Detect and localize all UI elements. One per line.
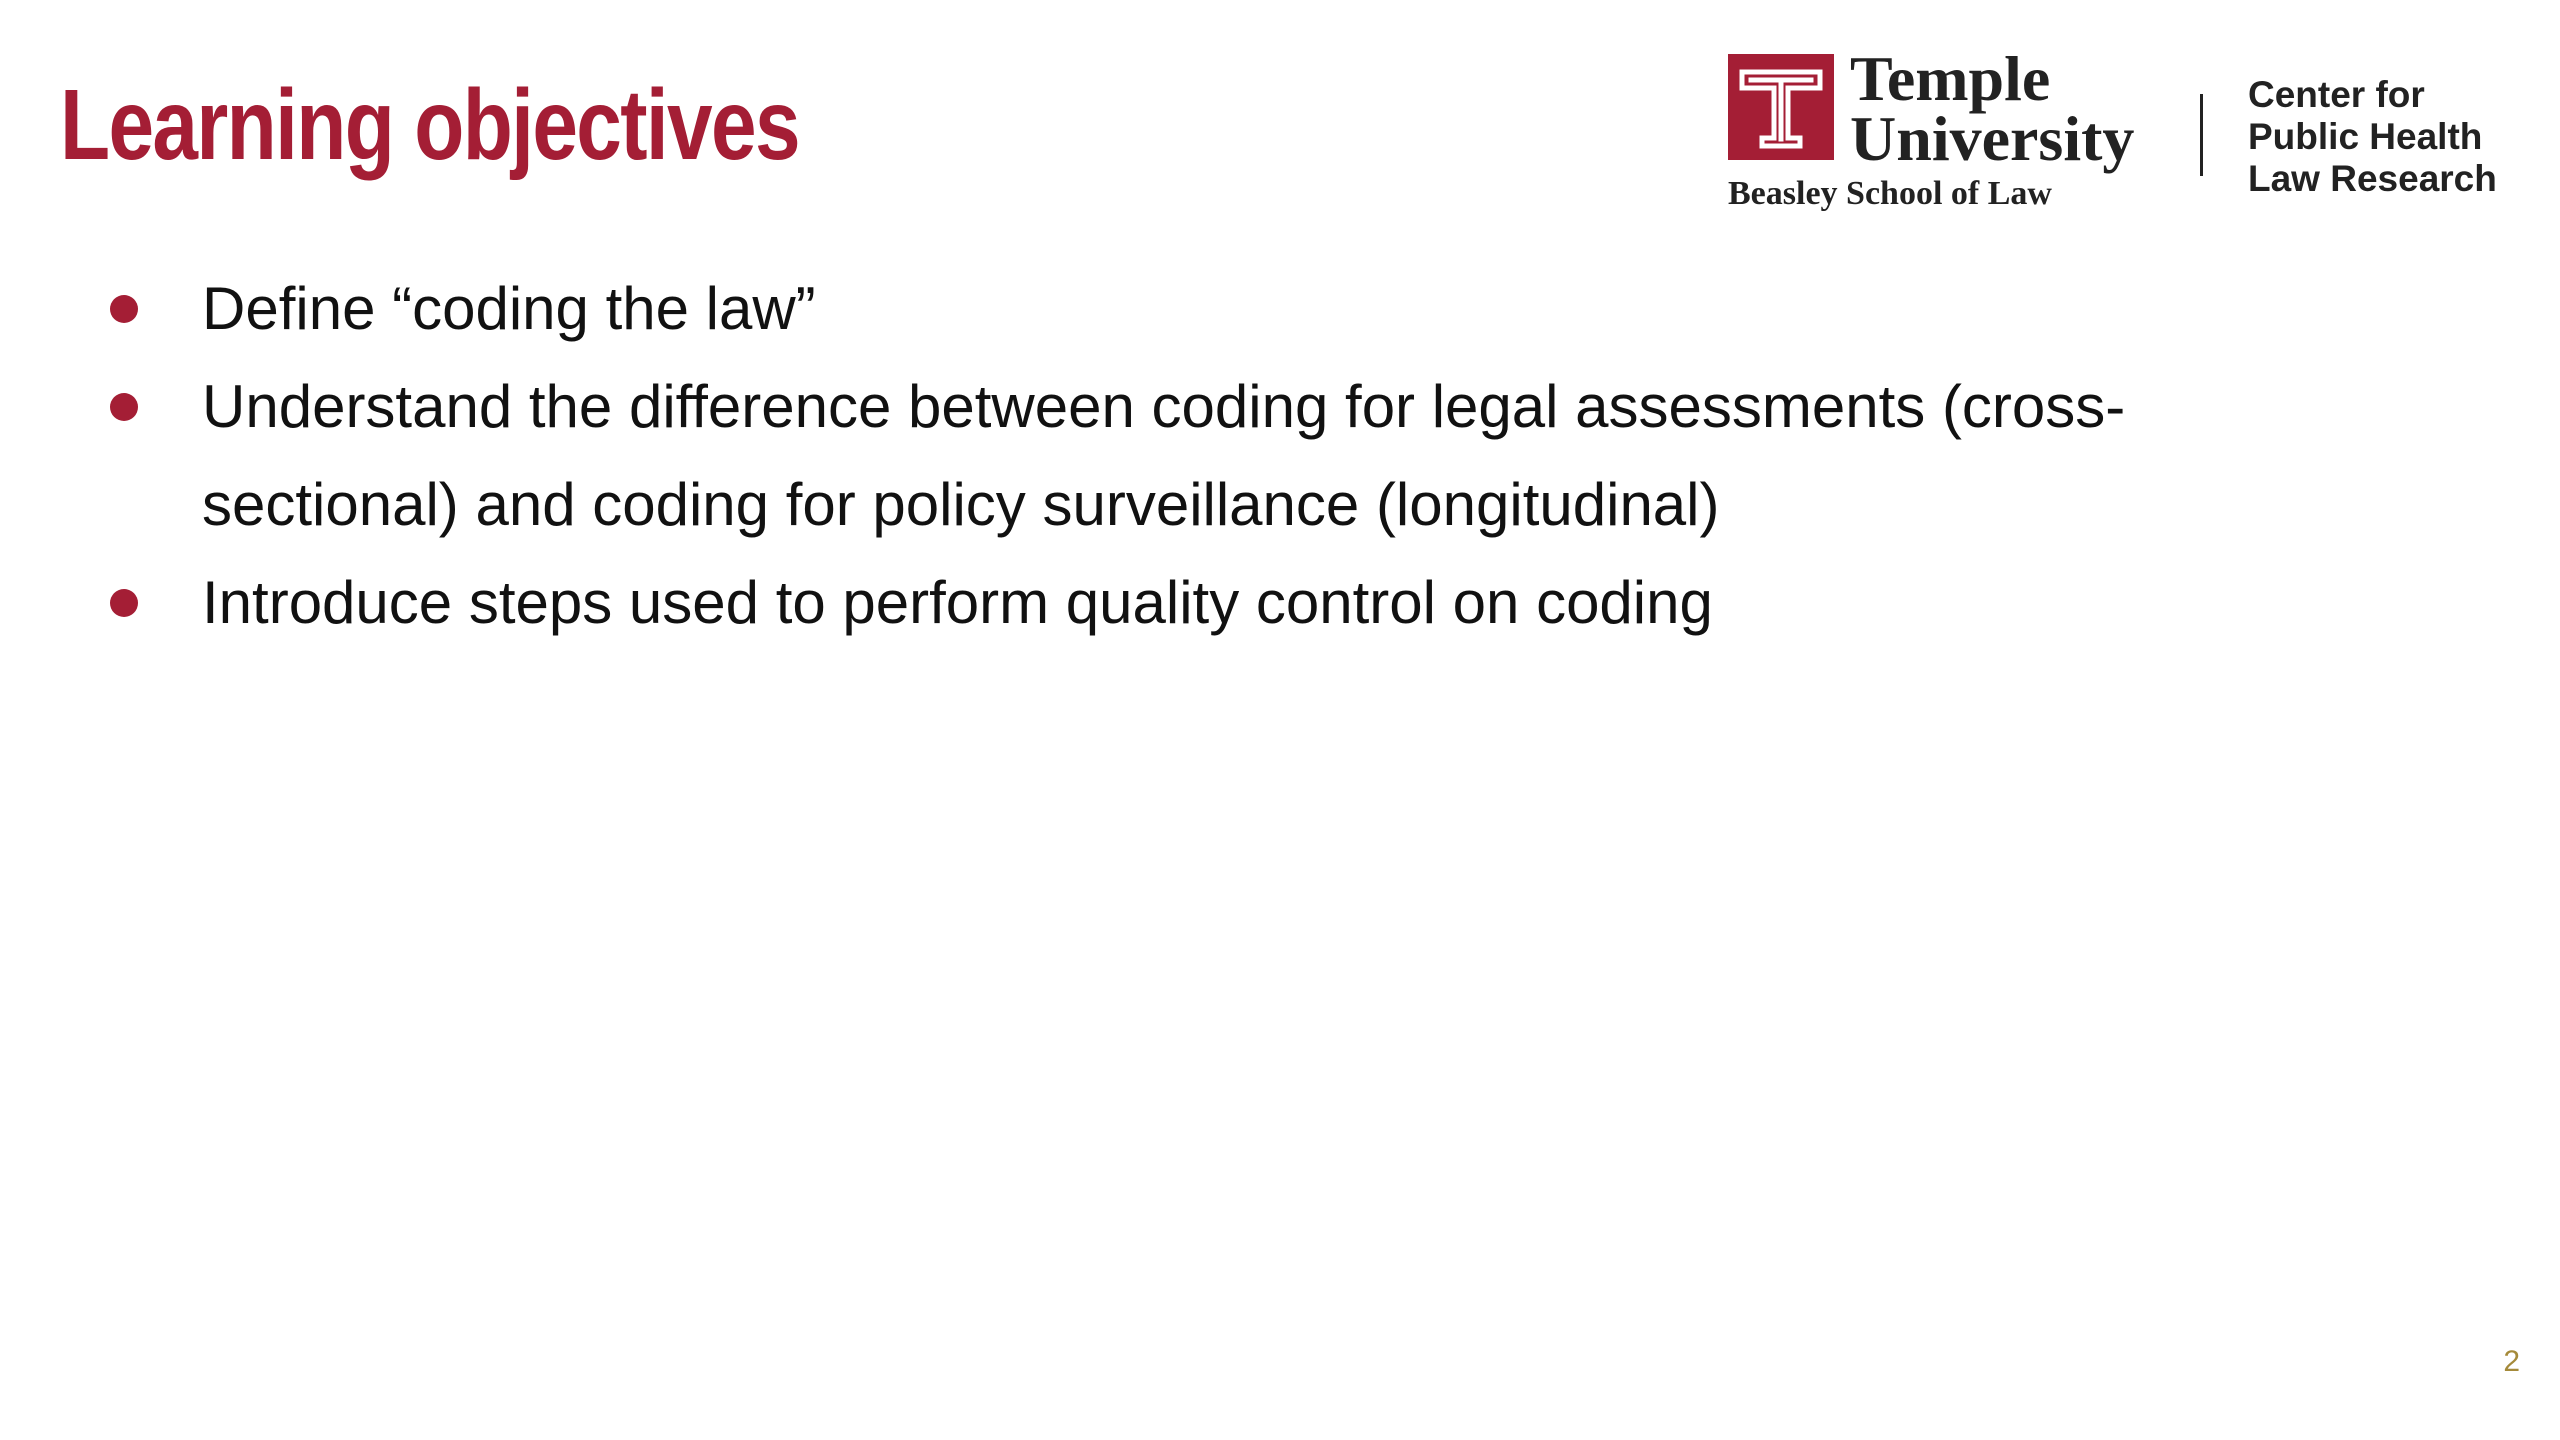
objective-text: Introduce steps used to perform quality control on coding xyxy=(202,569,1713,636)
objective-item xyxy=(0,358,2312,554)
center-name xyxy=(2248,74,2518,200)
center-name-line1: Center for xyxy=(2248,74,2425,115)
objective-text: Understand the difference between coding for legal assessments (cross-sectional) and coding for policy surveillance (longitudinal) xyxy=(202,373,2126,538)
bullet-dot-icon xyxy=(110,589,138,617)
slide-title: Learning objectives xyxy=(60,69,799,181)
bullet-dot-icon xyxy=(110,393,138,421)
temple-t-icon xyxy=(1728,54,1834,160)
center-name-line3: Law Research xyxy=(2248,158,2497,199)
page-number: 2 xyxy=(2503,1345,2520,1378)
objectives-list xyxy=(0,260,2460,652)
temple-logo xyxy=(1728,43,2518,220)
center-name-line2: Public Health xyxy=(2248,116,2483,157)
objective-item xyxy=(0,554,2312,652)
school-name: Beasley School of Law xyxy=(1728,175,2052,212)
bullet-dot-icon xyxy=(110,295,138,323)
objective-text: Define “coding the law” xyxy=(202,275,816,342)
university-name-line2: University xyxy=(1850,103,2135,174)
objective-item xyxy=(0,260,2312,358)
university-name-line1: Temple xyxy=(1850,43,2051,114)
logo-divider xyxy=(2200,94,2203,176)
